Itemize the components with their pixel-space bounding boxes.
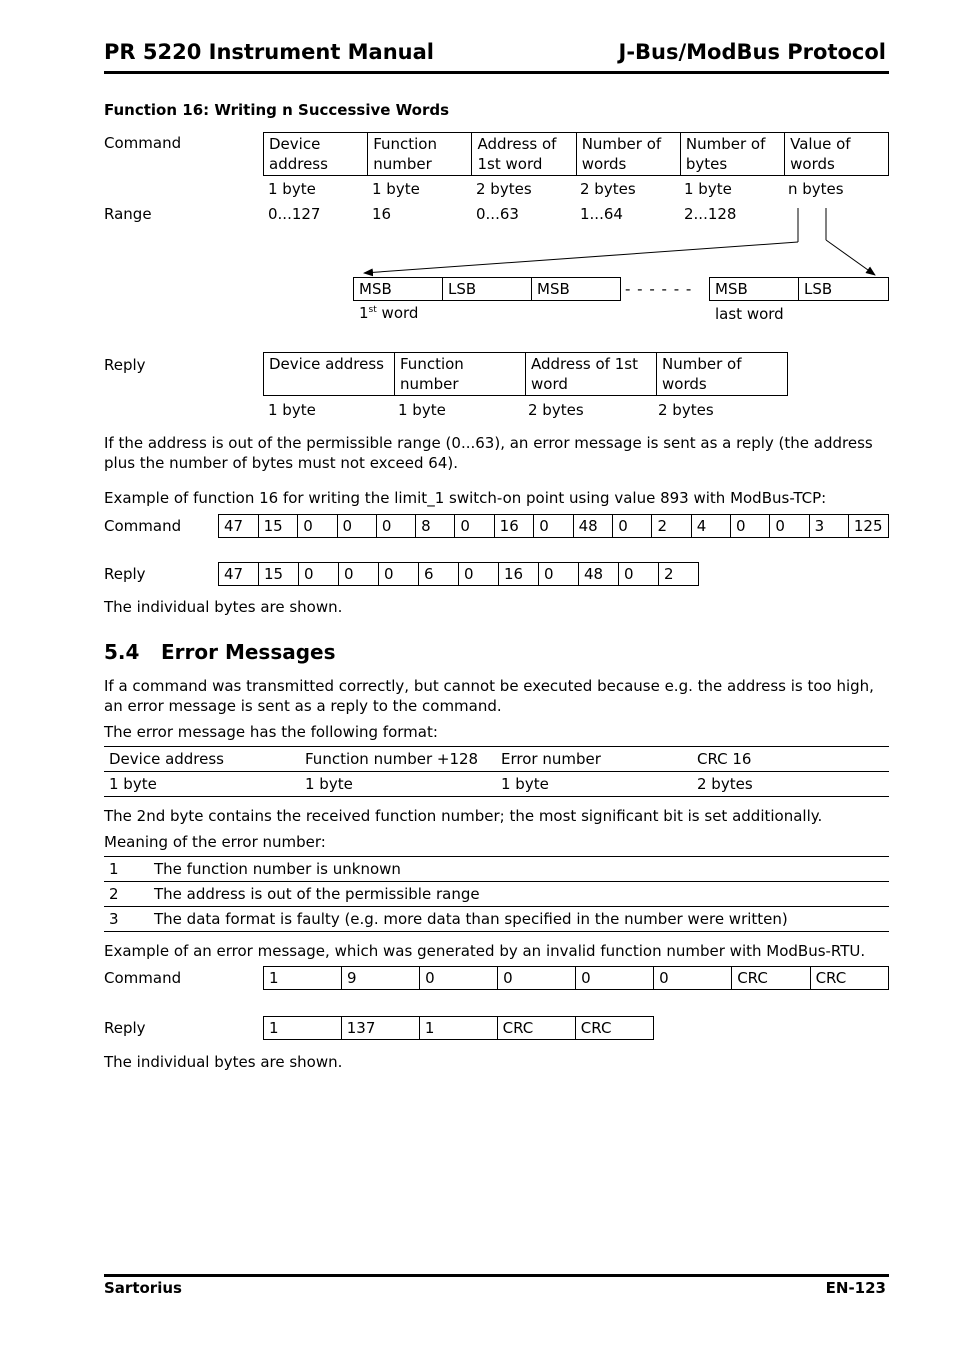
- byte-cell: 2: [652, 515, 691, 538]
- byte-cell: 0: [654, 967, 732, 990]
- error-number-table: [104, 856, 889, 932]
- byte-cell: 0: [337, 515, 376, 538]
- command-label: Command: [104, 134, 182, 152]
- byte-cell: 0: [455, 515, 494, 538]
- byte-cell: 8: [416, 515, 455, 538]
- byte-cell: CRC: [732, 967, 810, 990]
- byte-cell: 0: [299, 563, 339, 586]
- chapter-title: J-Bus/ModBus Protocol: [618, 40, 886, 64]
- section-heading: 5.4 Error Messages: [104, 640, 336, 664]
- byte-cell: 1: [264, 1017, 342, 1040]
- cell-address-first-word: Address of 1st word: [472, 133, 576, 176]
- byte-cell: 1: [264, 967, 342, 990]
- footer-company: Sartorius: [104, 1279, 182, 1297]
- section-intro: If a command was transmitted correctly, but cannot be executed because e.g. the address is too high, an error message is sent as a reply to the command.: [104, 677, 874, 715]
- meaning-intro: Meaning of the error number:: [104, 833, 326, 851]
- range-label: Range: [104, 205, 152, 223]
- reply-frame-table: Device address Function number Address of 1st word Number of words: [263, 352, 788, 396]
- table-row: 1 The function number is unknown: [104, 857, 889, 882]
- example16-intro: Example of function 16 for writing the limit_1 switch-on point using value 893 with ModBus-TCP:: [104, 489, 827, 507]
- byte-cell: 47: [219, 515, 259, 538]
- manual-title: PR 5220 Instrument Manual: [104, 40, 435, 64]
- byte-cell: 2: [659, 563, 699, 586]
- range-row: 0...127 16 0...63 1...64 2...128: [268, 205, 737, 223]
- byte-cell: 0: [298, 515, 337, 538]
- byte-cell: 0: [770, 515, 809, 538]
- footer-rule: [104, 1274, 889, 1277]
- byte-cell: 16: [494, 515, 534, 538]
- table-row: 3 The data format is faulty (e.g. more data than specified in the number were written): [104, 907, 889, 932]
- byte-cell: 16: [499, 563, 539, 586]
- cell-number-of-words: Number of words: [576, 133, 680, 176]
- byte-cell: 1: [419, 1017, 497, 1040]
- last-word-bytes: MSB LSB: [709, 277, 889, 301]
- first-word-label: 1st word: [359, 304, 419, 322]
- byte-cell: 47: [219, 563, 259, 586]
- byte-cell: 0: [576, 967, 654, 990]
- byte-cell: 48: [573, 515, 613, 538]
- cell-value-of-words: Value of words: [785, 133, 889, 176]
- example16-reply-label: Reply: [104, 565, 146, 583]
- byte-cell: 125: [848, 515, 888, 538]
- byte-cell: 48: [579, 563, 619, 586]
- byte-cell: 6: [419, 563, 459, 586]
- continuation-dashes: - - - - - -: [625, 280, 693, 298]
- error-example-reply-label: Reply: [104, 1019, 146, 1037]
- command-sizes-row: 1 byte 1 byte 2 bytes 2 bytes 1 byte n bytes: [268, 180, 844, 198]
- byte-cell: 15: [259, 563, 299, 586]
- byte-cell: 0: [339, 563, 379, 586]
- example16-command-label: Command: [104, 517, 182, 535]
- example16-note: The individual bytes are shown.: [104, 598, 343, 616]
- byte-cell: 0: [379, 563, 419, 586]
- byte-cell: CRC: [497, 1017, 575, 1040]
- first-word-bytes: MSB LSB MSB: [353, 277, 621, 301]
- byte-cell: 0: [534, 515, 573, 538]
- byte-cell: CRC: [810, 967, 888, 990]
- function16-heading: Function 16: Writing n Successive Words: [104, 101, 450, 119]
- cell-device-address: Device address: [264, 133, 368, 176]
- byte-cell: 3: [809, 515, 848, 538]
- second-byte-note: The 2nd byte contains the received function number; the most significant bit is set additionally.: [104, 807, 823, 825]
- error-example-note: The individual bytes are shown.: [104, 1053, 343, 1071]
- byte-cell: 9: [342, 967, 420, 990]
- table-row: 2 The address is out of the permissible range: [104, 882, 889, 907]
- byte-cell: 0: [420, 967, 498, 990]
- byte-cell: 137: [341, 1017, 419, 1040]
- byte-cell: 0: [498, 967, 576, 990]
- byte-cell: 0: [459, 563, 499, 586]
- byte-cell: 0: [539, 563, 579, 586]
- byte-cell: 0: [619, 563, 659, 586]
- error-example-command-label: Command: [104, 969, 182, 987]
- reply-label: Reply: [104, 356, 146, 374]
- byte-cell: 0: [376, 515, 415, 538]
- byte-cell: 4: [691, 515, 730, 538]
- cell-function-number: Function number: [368, 133, 472, 176]
- cell-number-of-bytes: Number of bytes: [680, 133, 784, 176]
- format-intro: The error message has the following format:: [104, 723, 438, 741]
- byte-cell: 0: [613, 515, 652, 538]
- error-example-reply-bytes: [263, 1016, 654, 1040]
- page-number: EN-123: [825, 1279, 886, 1297]
- example16-reply-bytes: [218, 562, 699, 586]
- last-word-label: last word: [715, 305, 784, 323]
- error-example-command-bytes: [263, 966, 889, 990]
- error-example-intro: Example of an error message, which was generated by an invalid function number with ModBus-RTU.: [104, 942, 866, 960]
- byte-cell: 15: [258, 515, 298, 538]
- byte-cell: CRC: [575, 1017, 653, 1040]
- example16-command-bytes: [218, 514, 889, 538]
- address-range-note: If the address is out of the permissible range (0...63), an error message is sent as a reply (the address plus the number of bytes must not exceed 64).: [104, 434, 873, 472]
- reply-sizes-row: 1 byte 1 byte 2 bytes 2 bytes: [268, 401, 714, 419]
- error-format-table: Device address Function number +128 Error number CRC 16 1 byte 1 byte 1 byte 2 bytes: [104, 746, 889, 797]
- word-expansion-arrows: [0, 0, 954, 300]
- byte-cell: 0: [731, 515, 770, 538]
